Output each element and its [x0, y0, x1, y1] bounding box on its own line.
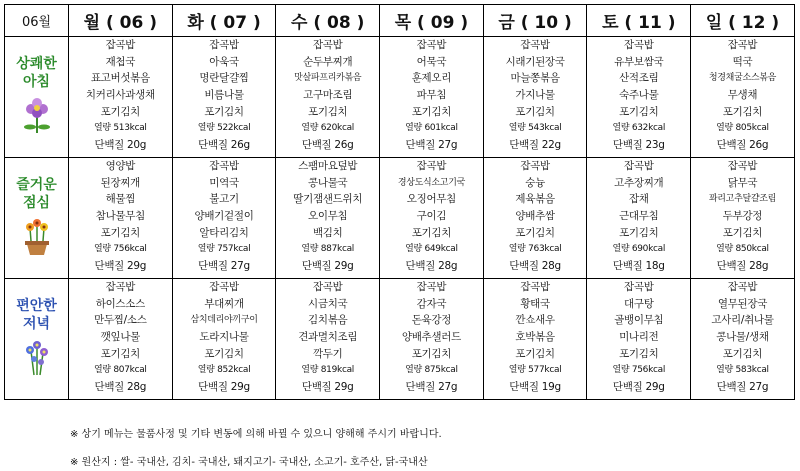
- menu-item: 된장찌개: [100, 176, 141, 189]
- day-header-mon: 월 ( 06 ): [69, 5, 173, 37]
- calorie-value: 열량 583kcal: [716, 365, 769, 376]
- menu-item: 잡곡밥: [209, 160, 239, 172]
- menu-item: 미나리전: [619, 331, 659, 344]
- menu-item: 포기김치: [619, 347, 659, 360]
- menu-item: 오이무침: [308, 210, 348, 223]
- menu-item: 치커리사과생채: [85, 89, 155, 102]
- origin-note: ※ 원산지 : 쌀- 국내산, 김치- 국내산, 돼지고기- 국내산, 소고기- 호주산, 닭-국내산: [70, 457, 428, 468]
- menu-cell-dinner-sun: [691, 279, 795, 400]
- menu-item: 포기김치: [411, 347, 452, 360]
- menu-item: 포기김치: [619, 226, 659, 239]
- menu-item: 포기김치: [100, 226, 141, 239]
- protein-value: 단백질 29g: [301, 260, 354, 273]
- protein-value: 단백질 27g: [198, 260, 250, 273]
- menu-item: 포기김치: [515, 105, 555, 118]
- menu-item: 포기김치: [308, 105, 348, 118]
- protein-value: 단백질 28g: [716, 260, 769, 273]
- calorie-value: 열량 577kcal: [508, 365, 562, 376]
- menu-cell-lunch-sun: [691, 158, 795, 279]
- calorie-value: 열량 887kcal: [301, 244, 355, 255]
- menu-cell-breakfast-thu: [380, 37, 484, 158]
- meal-label-line1: 상쾌한: [16, 56, 57, 72]
- menu-item: 구이김: [416, 210, 447, 223]
- protein-value: 단백질 26g: [301, 139, 354, 152]
- menu-item: 숭늉: [525, 176, 545, 189]
- menu-item: 호박볶음: [515, 331, 555, 344]
- calorie-value: 열량 632kcal: [612, 123, 666, 134]
- meal-label-line2: 저녁: [22, 316, 51, 332]
- menu-item: 잡채: [628, 193, 649, 206]
- calorie-value: 열량 807kcal: [94, 365, 147, 376]
- protein-value: 단백질 19g: [509, 381, 561, 394]
- menu-item: 스팸마요덮밥: [298, 160, 358, 172]
- menu-item: 대구탕: [624, 297, 654, 310]
- menu-cell-lunch-fri: [483, 158, 587, 279]
- menu-item: 불고기: [209, 193, 239, 206]
- calorie-value: 열량 690kcal: [612, 244, 666, 255]
- menu-item: 참나물무침: [95, 210, 145, 223]
- menu-item: 포기김치: [100, 347, 141, 360]
- menu-item: 도라지나물: [199, 331, 249, 344]
- menu-item: 아욱국: [209, 55, 239, 68]
- breakfast-label-cell: [5, 37, 69, 158]
- menu-item: 견과멸치조림: [298, 331, 358, 344]
- menu-item: 미역국: [209, 176, 239, 189]
- menu-cell-dinner-tue: [172, 279, 276, 400]
- menu-item: 어묵국: [416, 55, 447, 68]
- menu-item: 고사리/취나물: [711, 314, 774, 327]
- protein-value: 단백질 22g: [509, 139, 561, 152]
- protein-value: 단백질 28g: [405, 260, 458, 273]
- protein-value: 단백질 20g: [94, 139, 147, 152]
- menu-item: 시금치국: [308, 297, 348, 310]
- menu-cell-lunch-sat: [587, 158, 691, 279]
- calorie-value: 열량 763kcal: [508, 244, 562, 255]
- menu-item: 잡곡밥: [209, 281, 239, 293]
- menu-item: 양배기겉절이: [194, 210, 254, 223]
- menu-item: 잡곡밥: [416, 281, 447, 293]
- menu-item: 비름나물: [204, 89, 244, 102]
- meal-label-line2: 점심: [22, 195, 51, 211]
- calorie-value: 열량 649kcal: [405, 244, 458, 255]
- menu-cell-breakfast-fri: [483, 37, 587, 158]
- menu-item: 포기김치: [515, 226, 555, 239]
- menu-item: 맛살파프리카볶음: [294, 73, 362, 84]
- menu-item: 골뱅이무침: [614, 314, 664, 327]
- protein-value: 단백질 18g: [612, 260, 665, 273]
- menu-item: 포기김치: [100, 105, 141, 118]
- menu-item: 잡곡밥: [727, 160, 758, 172]
- calorie-value: 열량 756kcal: [612, 365, 666, 376]
- menu-item: 숙주나물: [619, 89, 659, 102]
- calorie-value: 열량 513kcal: [94, 123, 147, 134]
- calorie-value: 열량 522kcal: [197, 123, 251, 134]
- breakfast-row: [5, 37, 795, 158]
- menu-item: 제육볶음: [515, 193, 555, 206]
- menu-item: 깍두기: [312, 347, 343, 360]
- menu-item: 포기김치: [722, 105, 763, 118]
- menu-item: 알타리김치: [199, 226, 249, 239]
- day-header-fri: 금 ( 10 ): [483, 5, 587, 37]
- menu-item: 마늘쫑볶음: [510, 72, 560, 85]
- calorie-value: 열량 620kcal: [301, 123, 355, 134]
- menu-item: 김치볶음: [308, 314, 348, 327]
- menu-item: 순두부찌개: [303, 55, 353, 68]
- menu-item: 무생채: [727, 89, 758, 102]
- menu-item: 돈육강정: [411, 314, 452, 327]
- menu-item: 파무침: [416, 89, 447, 102]
- calorie-value: 열량 757kcal: [197, 244, 251, 255]
- calorie-value: 열량 756kcal: [94, 244, 147, 255]
- menu-item: 근대무침: [619, 210, 659, 223]
- menu-cell-dinner-thu: [380, 279, 484, 400]
- menu-item: 닭무국: [727, 176, 758, 189]
- menu-item: 포기김치: [411, 105, 452, 118]
- menu-cell-lunch-mon: [69, 158, 173, 279]
- menu-item: 부대찌개: [204, 297, 244, 310]
- protein-value: 단백질 27g: [716, 381, 769, 394]
- menu-item: 훈제오리: [411, 72, 452, 85]
- menu-cell-breakfast-sat: [587, 37, 691, 158]
- menu-item: 잡곡밥: [209, 39, 239, 51]
- day-header-tue: 화 ( 07 ): [172, 5, 276, 37]
- menu-item: 꽈리고추달걀조림: [708, 194, 777, 205]
- menu-item: 재첩국: [105, 55, 136, 68]
- menu-item: 잡곡밥: [520, 160, 550, 172]
- lunch-row: [5, 158, 795, 279]
- menu-item: 양배추쌈: [515, 210, 555, 223]
- dinner-label-cell: [5, 279, 69, 400]
- menu-item: 감자국: [416, 297, 447, 310]
- menu-item: 콩나물국: [308, 176, 348, 189]
- menu-item: 떡국: [732, 55, 753, 68]
- calorie-value: 열량 601kcal: [405, 123, 458, 134]
- menu-cell-dinner-fri: [483, 279, 587, 400]
- menu-item: 오징어무침: [406, 193, 457, 206]
- menu-item: 잡곡밥: [727, 281, 758, 293]
- menu-item: 깐쇼새우: [515, 314, 555, 327]
- dinner-row: [5, 279, 795, 400]
- calorie-value: 열량 850kcal: [716, 244, 769, 255]
- menu-cell-breakfast-wed: [276, 37, 380, 158]
- menu-item: 잡곡밥: [624, 39, 654, 51]
- protein-value: 단백질 29g: [198, 381, 250, 394]
- menu-item: 포기김치: [204, 105, 244, 118]
- menu-item: 잡곡밥: [727, 39, 758, 51]
- menu-item: 콩나물/생채: [716, 331, 769, 344]
- menu-cell-dinner-sat: [587, 279, 691, 400]
- calorie-value: 열량 805kcal: [716, 123, 769, 134]
- menu-item: 백김치: [312, 226, 343, 239]
- menu-item: 고구마조림: [303, 89, 353, 102]
- menu-item: 만두찜/소스: [94, 314, 147, 327]
- protein-value: 단백질 27g: [405, 139, 458, 152]
- menu-item: 포기김치: [722, 347, 763, 360]
- menu-item: 잡곡밥: [416, 39, 447, 51]
- menu-item: 명란달걀찜: [199, 72, 249, 85]
- menu-item: 잡곡밥: [520, 281, 550, 293]
- calorie-value: 열량 543kcal: [508, 123, 562, 134]
- menu-item: 잡곡밥: [416, 160, 447, 172]
- meal-label-line1: 편안한: [16, 298, 57, 314]
- day-header-thu: 목 ( 09 ): [380, 5, 484, 37]
- meal-label-line2: 아침: [22, 74, 51, 90]
- menu-item: 해물찜: [105, 193, 136, 206]
- menu-cell-lunch-thu: [380, 158, 484, 279]
- menu-item: 잡곡밥: [520, 39, 550, 51]
- weekly-menu-table: [4, 4, 795, 400]
- menu-item: 깻잎나물: [100, 331, 141, 344]
- day-header-sat: 토 ( 11 ): [587, 5, 691, 37]
- menu-item: 포기김치: [411, 226, 452, 239]
- flower-pot-icon: [5, 216, 68, 260]
- menu-item: 잡곡밥: [105, 281, 136, 293]
- menu-item: 잡곡밥: [312, 281, 343, 293]
- menu-item: 잡곡밥: [624, 281, 654, 293]
- menu-item: 잡곡밥: [312, 39, 343, 51]
- menu-item: 가지나물: [515, 89, 555, 102]
- purple-flower-icon: [5, 95, 68, 139]
- menu-cell-lunch-tue: [172, 158, 276, 279]
- menu-item: 포기김치: [515, 347, 555, 360]
- menu-cell-breakfast-mon: [69, 37, 173, 158]
- menu-item: 잡곡밥: [105, 39, 136, 51]
- month-header: 06월: [5, 5, 69, 37]
- menu-item: 표고버섯볶음: [90, 72, 150, 85]
- menu-item: 영양밥: [105, 160, 136, 172]
- menu-item: 두부강정: [722, 210, 763, 223]
- menu-item: 산적조림: [619, 72, 659, 85]
- menu-item: 황태국: [520, 297, 550, 310]
- menu-cell-breakfast-sun: [691, 37, 795, 158]
- menu-item: 양배추샐러드: [401, 331, 461, 344]
- menu-cell-dinner-wed: [276, 279, 380, 400]
- menu-item: 하이스소스: [95, 297, 145, 310]
- menu-item: 경상도식소고기국: [397, 177, 465, 188]
- menu-item: 포기김치: [619, 105, 659, 118]
- protein-value: 단백질 27g: [405, 381, 458, 394]
- menu-item: 잡곡밥: [624, 160, 654, 172]
- protein-value: 단백질 26g: [716, 139, 769, 152]
- header-row: [5, 5, 795, 37]
- menu-item: 고추장찌개: [614, 176, 664, 189]
- protein-value: 단백질 28g: [94, 381, 147, 394]
- day-header-sun: 일 ( 12 ): [691, 5, 795, 37]
- calorie-value: 열량 819kcal: [301, 365, 355, 376]
- menu-cell-breakfast-tue: [172, 37, 276, 158]
- protein-value: 단백질 26g: [198, 139, 250, 152]
- calorie-value: 열량 875kcal: [405, 365, 458, 376]
- menu-item: 시래기된장국: [505, 55, 565, 68]
- menu-item: 청경채굴소스볶음: [708, 73, 777, 84]
- menu-item: 유부보쌈국: [614, 55, 664, 68]
- protein-value: 단백질 29g: [301, 381, 354, 394]
- lunch-label-cell: [5, 158, 69, 279]
- blue-flower-icon: [5, 337, 68, 381]
- protein-value: 단백질 29g: [612, 381, 665, 394]
- menu-item: 열무된장국: [717, 297, 768, 310]
- menu-item: 삼치데리야끼구이: [190, 315, 258, 326]
- menu-item: 딸기잼샌드위치: [293, 193, 363, 206]
- menu-cell-lunch-wed: [276, 158, 380, 279]
- protein-value: 단백질 23g: [612, 139, 665, 152]
- menu-cell-dinner-mon: [69, 279, 173, 400]
- menu-item: 포기김치: [722, 226, 763, 239]
- calorie-value: 열량 852kcal: [197, 365, 251, 376]
- meal-label-line1: 즐거운: [16, 177, 57, 193]
- menu-change-note: ※ 상기 메뉴는 물품사정 및 기타 변동에 의해 바뀔 수 있으니 양해해 주시기 바랍니다.: [70, 429, 442, 440]
- menu-item: 포기김치: [204, 347, 244, 360]
- protein-value: 단백질 29g: [94, 260, 147, 273]
- day-header-wed: 수 ( 08 ): [276, 5, 380, 37]
- protein-value: 단백질 28g: [509, 260, 561, 273]
